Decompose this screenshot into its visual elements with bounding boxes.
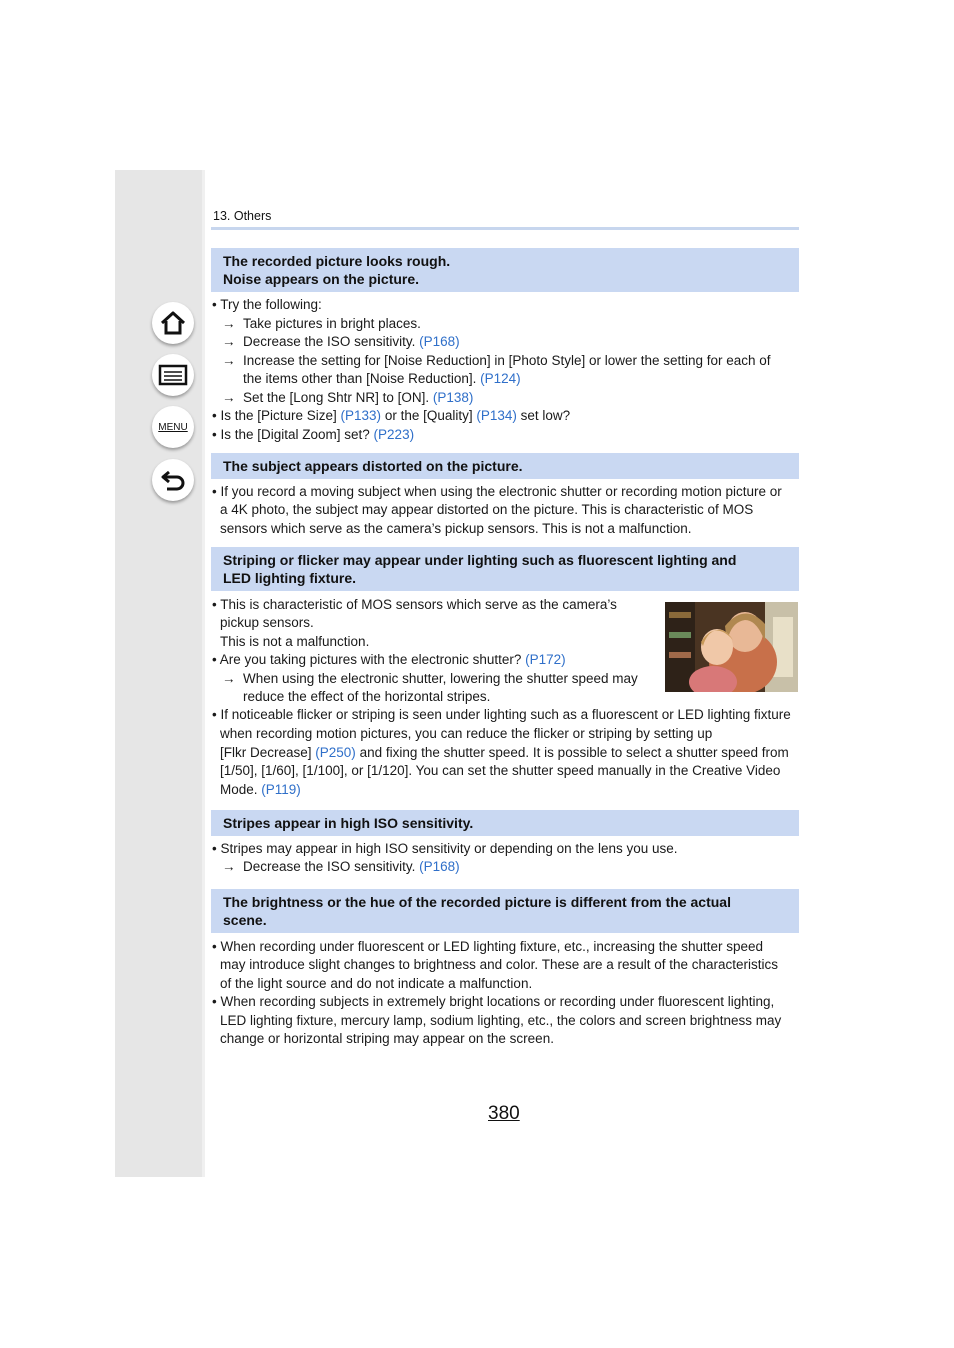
list-item: • Is the [Picture Size] (P133) or the [Quality] (P134) set low? [212,408,571,423]
page-link[interactable]: (P138) [432,390,474,405]
page-link[interactable]: (P250) [315,745,356,760]
list-item: [1/50], [1/60], [1/100], or [1/120]. You can set the shutter speed manually in the Creative Video [220,763,781,778]
menu-label: MENU [158,421,188,433]
section-title [211,810,799,836]
page-link[interactable]: (P119) [261,782,301,797]
title-line: Striping or flicker may appear under lighting such as fluorescent lighting and [223,552,737,568]
list-item: the items other than [Noise Reduction]. (P124) [243,371,521,386]
list-item: → Set the [Long Shtr NR] to [ON]. (P138) [222,390,474,405]
list-item: Mode. (P119) [220,782,301,797]
list-item: → Take pictures in bright places. [222,316,421,331]
title-line: scene. [223,912,267,928]
menu-button[interactable] [152,406,194,448]
list-item: • Are you taking pictures with the electronic shutter? (P172) [212,652,566,667]
section-title [211,248,799,292]
back-button[interactable] [152,459,194,501]
list-item: when recording motion pictures, you can reduce the flicker or striping by setting up [220,726,713,741]
section-title [211,453,799,479]
list-item: This is not a malfunction. [220,634,370,649]
list-item: → Increase the setting for [Noise Reduction] in [Photo Style] or lower the setting for each of [222,353,771,368]
page-number: 380 [488,1103,520,1124]
sidebar-divider [202,170,205,1177]
contents-button[interactable] [152,354,194,396]
list-item: • Stripes may appear in high ISO sensitivity or depending on the lens you use. [212,841,678,856]
home-button[interactable] [152,302,194,344]
list-item: → When using the electronic shutter, lowering the shutter speed may [222,671,638,686]
page-link[interactable]: (P172) [525,652,566,667]
list-item: a 4K photo, the subject may appear distorted on the picture. This is characteristic of MOS [220,502,754,517]
section-header: 13. Others [213,209,272,223]
list-item: LED lighting fixture, mercury lamp, sodium lighting, etc., the colors and screen brightness may [220,1013,782,1028]
section-title [211,889,799,933]
list-item: pickup sensors. [220,615,314,630]
page-link[interactable]: (P168) [419,859,460,874]
example-photo [665,602,798,692]
list-item: • When recording under fluorescent or LED lighting fixture, etc., increasing the shutter speed [212,939,764,954]
mother-child-photo-image [665,602,798,692]
page-link[interactable]: (P223) [373,427,415,442]
page-link[interactable]: (P134) [476,408,517,423]
list-item: → Decrease the ISO sensitivity. (P168) [222,334,460,349]
title-line: LED lighting fixture. [223,570,356,586]
list-item: of the light source and do not indicate a malfunction. [220,976,533,991]
list-item: • Is the [Digital Zoom] set? (P223) [212,427,415,442]
list-item: sensors which serve as the camera’s pickup sensors. This is not a malfunction. [220,521,692,536]
title-line: Stripes appear in high ISO sensitivity. [223,815,474,831]
section-title [211,547,799,591]
title-line: Noise appears on the picture. [223,271,420,287]
list-item: change or horizontal striping may appear on the screen. [220,1031,554,1046]
title-line: The recorded picture looks rough. [223,253,451,269]
list-item: • When recording subjects in extremely bright locations or recording under fluorescent lighting, [212,994,775,1009]
list-item: reduce the effect of the horizontal stripes. [243,689,491,704]
list-item: [Flkr Decrease] (P250) and fixing the shutter speed. It is possible to select a shutter speed from [220,745,789,760]
list-icon [158,363,188,387]
list-item: • If you record a moving subject when using the electronic shutter or recording motion picture or [212,484,782,499]
list-item: • Try the following: [212,297,322,312]
list-item: • If noticeable flicker or striping is seen under lighting such as a fluorescent or LED lighting fixture [212,707,791,722]
list-item: may introduce slight changes to brightness and color. These are a result of the characteristics [220,957,779,972]
back-arrow-icon [159,467,187,493]
page-link[interactable]: (P124) [480,371,521,386]
page-link[interactable]: (P168) [419,334,460,349]
title-line: The subject appears distorted on the picture. [223,458,523,474]
title-line: The brightness or the hue of the recorded picture is different from the actual [223,894,731,910]
home-icon [159,309,187,337]
list-item: • This is characteristic of MOS sensors which serve as the camera’s [212,597,617,612]
header-rule [211,227,799,230]
list-item: → Decrease the ISO sensitivity. (P168) [222,859,460,874]
page-link[interactable]: (P133) [340,408,382,423]
